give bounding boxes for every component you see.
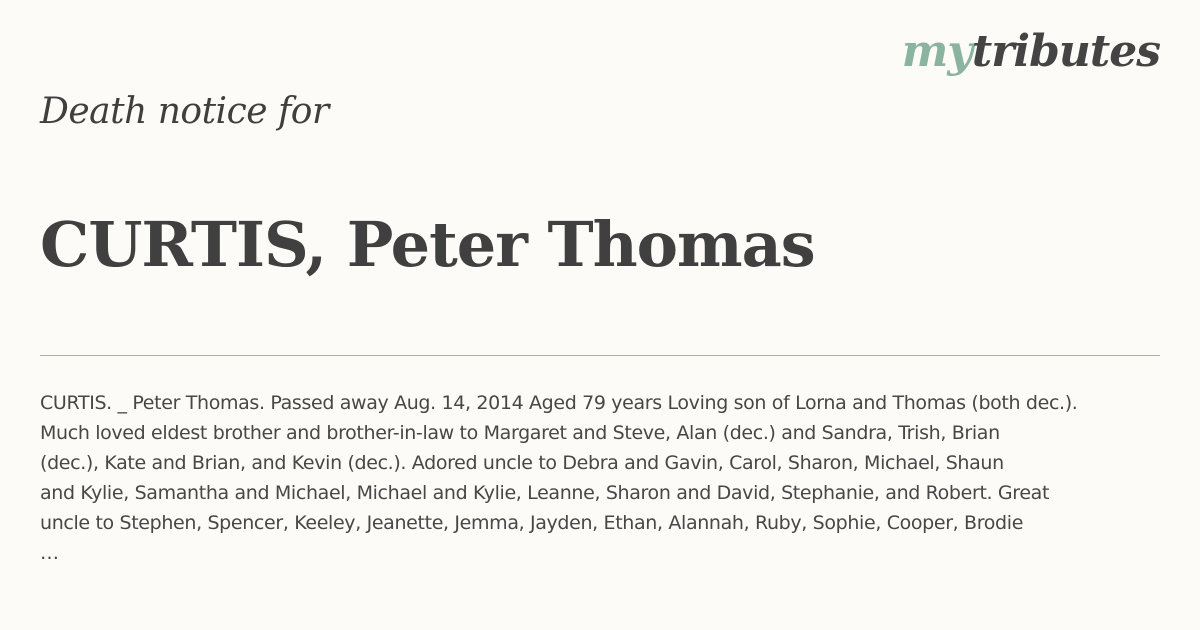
mytributes-logo[interactable] <box>901 26 1160 77</box>
logo-tributes: tributes <box>971 26 1160 77</box>
divider <box>40 355 1160 356</box>
notice-text: CURTIS. _ Peter Thomas. Passed away Aug. 14, 2014 Aged 79 years Loving son of Lorna and Thomas (both dec.). Much loved eldest brother and brother-in-law to Margaret and Steve, Alan (dec.) and Sandra, Trish, Brian (dec.), Kate and Brian, and Kevin (dec.). Adored uncle to Debra and Gavin, Carol, Sharon, Michael, Shaun and Kylie, Samantha and Michael, Michael and Kylie, Leanne, Sharon and David, Stephanie, and Robert. Great uncle to Stephen, Spencer, Keeley, Jeanette, Jemma, Jayden, Ethan, Alannah, Ruby, Sophie, Cooper, Brodie … <box>40 392 1078 564</box>
logo-my: my <box>901 26 972 77</box>
page-subtitle: Death notice for <box>40 91 329 132</box>
deceased-name: CURTIS, Peter Thomas <box>40 208 815 281</box>
